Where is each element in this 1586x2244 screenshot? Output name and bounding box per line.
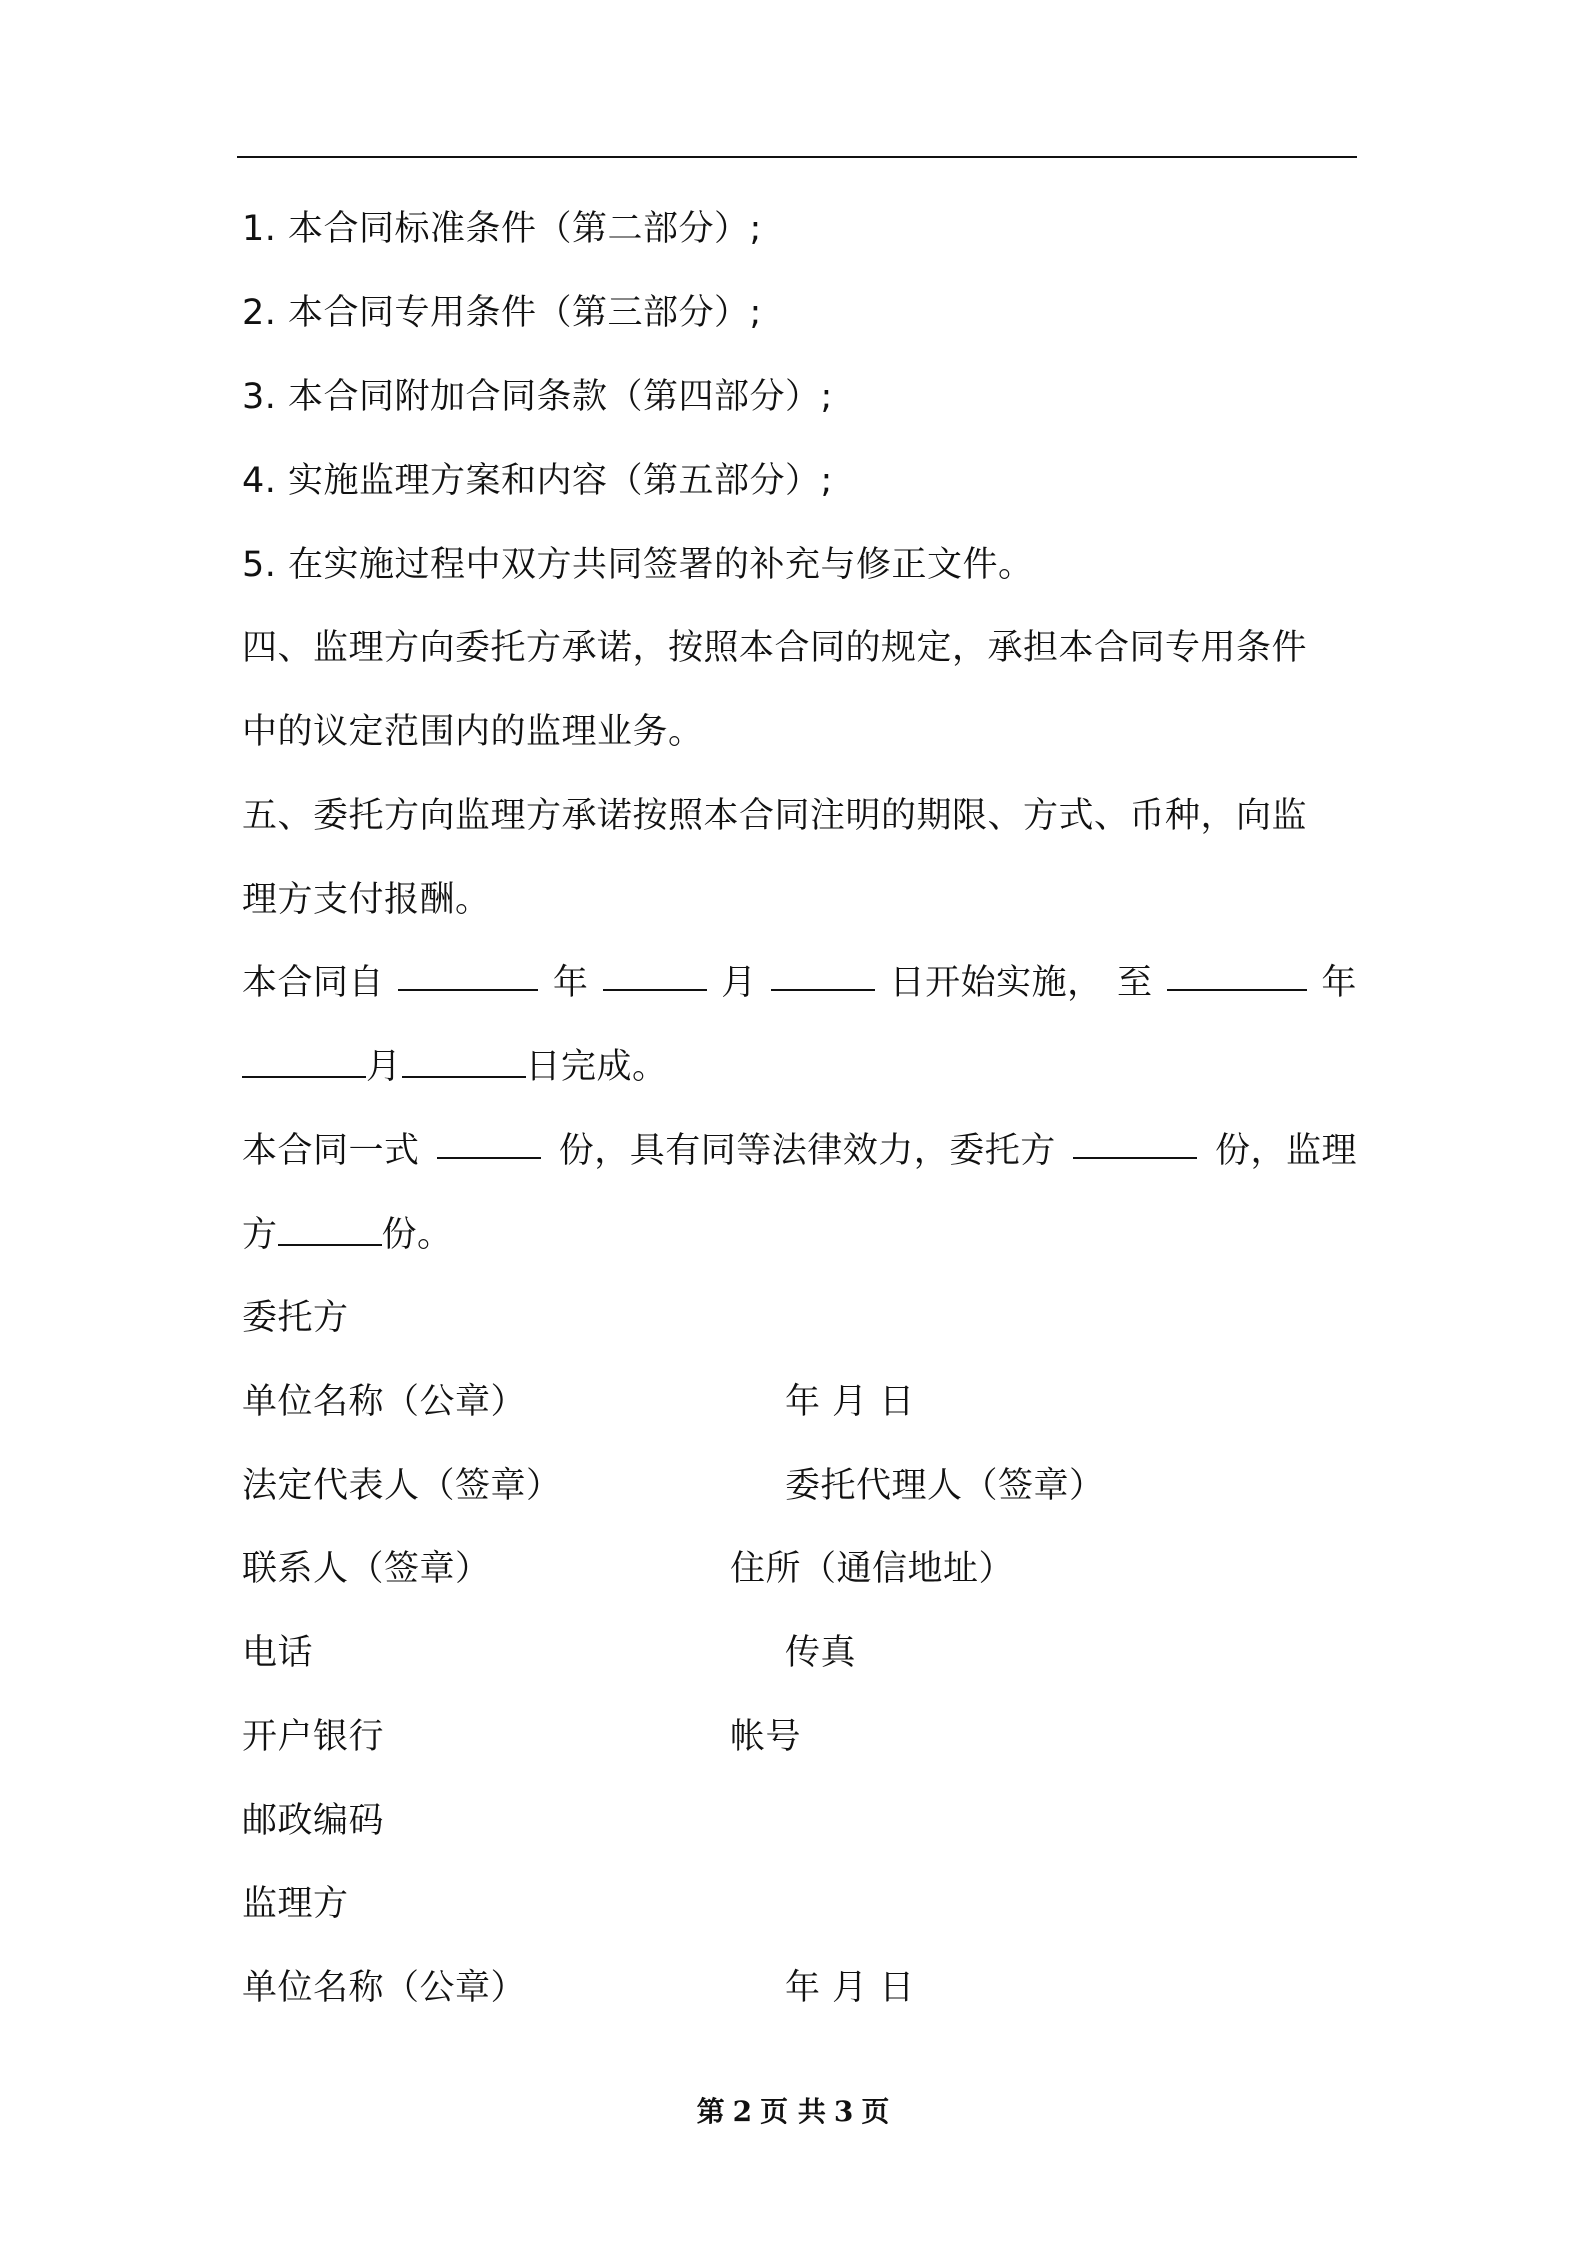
term-line-2 bbox=[242, 1043, 668, 1091]
list-item: 4. 实施监理方案和内容（第五部分）; bbox=[242, 461, 833, 501]
client-bank: 开户银行 bbox=[242, 1717, 385, 1757]
client-title: 委托方 bbox=[242, 1298, 349, 1338]
term-text: 月 bbox=[366, 1047, 402, 1087]
end-day-blank[interactable] bbox=[402, 1046, 526, 1078]
page-total: 3 bbox=[833, 2095, 854, 2128]
header-rule bbox=[237, 156, 1357, 158]
client-copies-blank[interactable] bbox=[1073, 1127, 1197, 1159]
term-text: 年 bbox=[552, 963, 589, 1003]
client-legal-rep: 法定代表人（签章） bbox=[242, 1466, 562, 1506]
client-contact: 联系人（签章） bbox=[242, 1549, 491, 1589]
copies-text: 份，监理 bbox=[1214, 1131, 1357, 1171]
clause-4-line-1: 四、监理方向委托方承诺，按照本合同的规定，承担本合同专用条件 bbox=[242, 628, 1308, 668]
term-text: 月 bbox=[721, 963, 757, 1003]
term-text: 至 bbox=[1117, 963, 1153, 1003]
copies-text: 方 bbox=[242, 1215, 278, 1255]
client-postcode: 邮政编码 bbox=[242, 1801, 385, 1841]
client-phone: 电话 bbox=[242, 1633, 314, 1673]
client-unit-name: 单位名称（公章） bbox=[242, 1382, 527, 1422]
copies-line-1 bbox=[242, 1127, 1357, 1175]
client-account: 帐号 bbox=[730, 1717, 802, 1757]
term-line-1 bbox=[242, 959, 1357, 1007]
term-text: 日开始实施， bbox=[889, 963, 1103, 1003]
clause-5-line-2: 理方支付报酬。 bbox=[242, 880, 491, 920]
list-item: 2. 本合同专用条件（第三部分）; bbox=[242, 293, 762, 333]
client-address: 住所（通信地址） bbox=[730, 1549, 1015, 1589]
month-blank[interactable] bbox=[603, 959, 707, 991]
list-item: 3. 本合同附加合同条款（第四部分）; bbox=[242, 377, 833, 417]
copies-text: 份，具有同等法律效力，委托方 bbox=[558, 1131, 1056, 1171]
supervisor-title: 监理方 bbox=[242, 1884, 349, 1924]
supervisor-date: 年 月 日 bbox=[785, 1968, 915, 2008]
copies-text: 本合同一式 bbox=[242, 1131, 420, 1171]
page-middle: 页 共 bbox=[760, 2095, 826, 2128]
client-date: 年 月 日 bbox=[785, 1382, 915, 1422]
day-blank[interactable] bbox=[771, 959, 875, 991]
copies-text: 份。 bbox=[381, 1215, 453, 1255]
total-copies-blank[interactable] bbox=[437, 1127, 541, 1159]
end-month-blank[interactable] bbox=[242, 1046, 366, 1078]
supervisor-copies-blank[interactable] bbox=[278, 1214, 382, 1246]
client-agent: 委托代理人（签章） bbox=[785, 1466, 1105, 1506]
term-text: 日完成。 bbox=[525, 1047, 668, 1087]
list-item: 5. 在实施过程中双方共同签署的补充与修正文件。 bbox=[242, 545, 1034, 585]
page-current: 2 bbox=[732, 2095, 753, 2128]
end-year-blank[interactable] bbox=[1167, 959, 1307, 991]
list-item: 1. 本合同标准条件（第二部分）; bbox=[242, 209, 762, 249]
clause-5-line-1: 五、委托方向监理方承诺按照本合同注明的期限、方式、币种，向监 bbox=[242, 796, 1308, 836]
year-blank[interactable] bbox=[398, 959, 538, 991]
client-fax: 传真 bbox=[785, 1633, 857, 1673]
copies-line-2 bbox=[242, 1211, 453, 1259]
page-number bbox=[0, 2092, 1586, 2132]
clause-4-line-2: 中的议定范围内的监理业务。 bbox=[242, 712, 704, 752]
page-prefix: 第 bbox=[696, 2095, 725, 2128]
term-text: 本合同自 bbox=[242, 963, 385, 1003]
supervisor-unit-name: 单位名称（公章） bbox=[242, 1968, 527, 2008]
page-suffix: 页 bbox=[861, 2095, 890, 2128]
term-text: 年 bbox=[1321, 963, 1357, 1003]
